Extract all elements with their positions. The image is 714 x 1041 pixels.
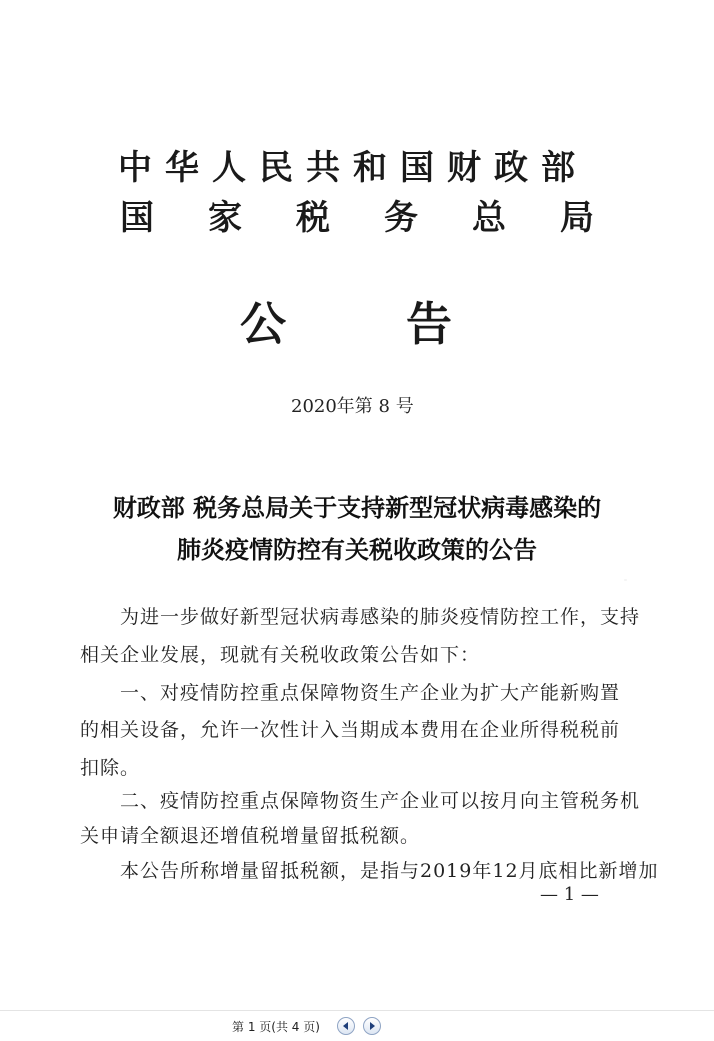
document-number: 2020年第 8 号	[291, 396, 414, 417]
page-indicator: 第 1 页(共 4 页)	[232, 1020, 320, 1034]
document-title-line-2: 肺炎疫情防控有关税收政策的公告	[177, 536, 537, 564]
body-line: 扣除。	[80, 757, 141, 779]
next-page-button[interactable]	[363, 1017, 381, 1035]
page-number: — 1 —	[540, 884, 599, 905]
body-line: 本公告所称增量留抵税额，是指与2019年12月底相比新增加	[120, 860, 659, 882]
scan-speck	[624, 579, 627, 581]
issuer-ministry-of-finance: 中华人民共和国财政部	[118, 148, 588, 188]
body-line: 关申请全额退还增值税增量留抵税额。	[80, 825, 421, 847]
body-line: 的相关设备，允许一次性计入当期成本费用在企业所得税税前	[80, 719, 621, 741]
issuer-tax-administration: 国家税务总局	[120, 198, 648, 238]
announcement-label: 公告	[240, 297, 572, 351]
triangle-left-icon	[341, 1021, 351, 1031]
document-title-line-1: 财政部 税务总局关于支持新型冠状病毒感染的	[112, 494, 602, 522]
body-line: 一、对疫情防控重点保障物资生产企业为扩大产能新购置	[120, 682, 621, 704]
body-line: 二、疫情防控重点保障物资生产企业可以按月向主管税务机	[120, 790, 641, 812]
body-line: 相关企业发展，现就有关税收政策公告如下：	[80, 644, 481, 666]
body-line: 为进一步做好新型冠状病毒感染的肺炎疫情防控工作，支持	[120, 606, 641, 628]
viewer-toolbar	[0, 1010, 714, 1041]
triangle-right-icon	[367, 1021, 377, 1031]
previous-page-button[interactable]	[337, 1017, 355, 1035]
